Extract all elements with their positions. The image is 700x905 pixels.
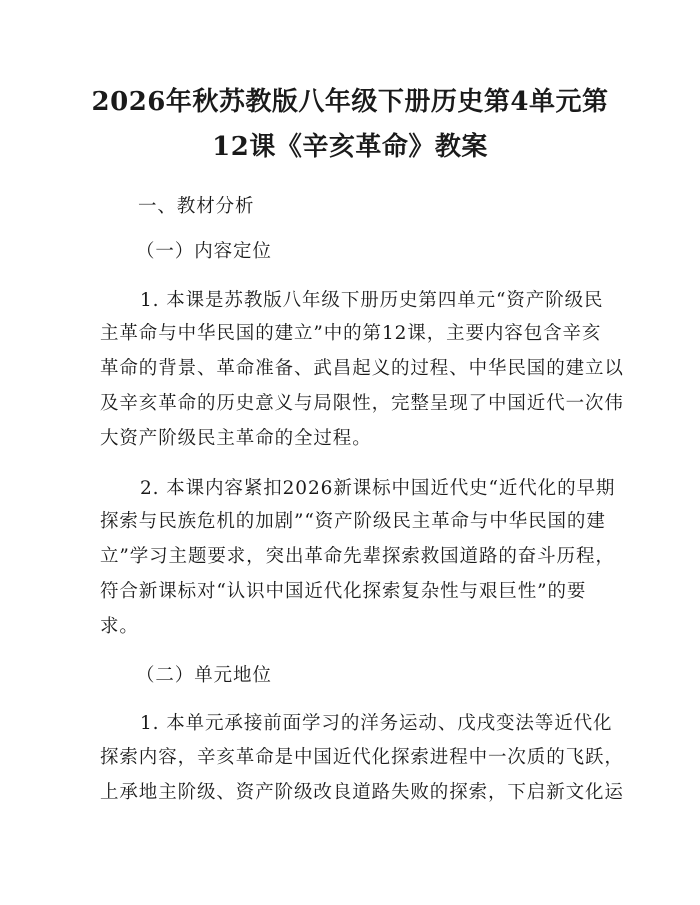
paragraph-2-line-4: 符合新课标对“认识中国近代化探索复杂性与艰巨性”的要 — [100, 581, 587, 602]
paragraph-3-line-2: 探索内容，辛亥革命是中国近代化探索进程中一次质的飞跃， — [100, 747, 624, 768]
paragraph-3-line-3: 上承地主阶级、资产阶级改良道路失败的探索，下启新文化运 — [100, 782, 624, 803]
paragraph-1-line-2: 主革命与中华民国的建立”中的第12课，主要内容包含辛亥 — [100, 323, 602, 344]
document-title-line-2: 12课《辛亥革命》教案 — [212, 132, 488, 162]
paragraph-2-line-1: 2. 本课内容紧扣2026新课标中国近代史“近代化的早期 — [140, 478, 616, 499]
paragraph-1-line-5: 大资产阶级民主革命的全过程。 — [100, 428, 372, 449]
paragraph-1-line-1: 1. 本课是苏教版八年级下册历史第四单元“资产阶级民 — [140, 290, 604, 311]
document-title-line-1: 2026年秋苏教版八年级下册历史第4单元第 — [91, 87, 609, 117]
paragraph-1-line-4: 及辛亥革命的历史意义与局限性，完整呈现了中国近代一次伟 — [100, 393, 624, 414]
paragraph-1-line-3: 革命的背景、革命准备、武昌起义的过程、中华民国的建立以 — [100, 358, 624, 379]
subheading-content-positioning: （一）内容定位 — [136, 241, 272, 262]
paragraph-2-line-2: 探索与民族危机的加剧”“资产阶级民主革命与中华民国的建 — [100, 511, 606, 532]
paragraph-3-line-1: 1. 本单元承接前面学习的洋务运动、戊戌变法等近代化 — [140, 713, 613, 734]
paragraph-2-line-3: 立”学习主题要求，突出革命先辈探索救国道路的奋斗历程， — [100, 546, 615, 567]
section-heading-textbook-analysis: 一、教材分析 — [138, 196, 255, 217]
paragraph-2-line-5: 求。 — [100, 616, 139, 637]
subheading-unit-position: （二）单元地位 — [136, 665, 272, 686]
